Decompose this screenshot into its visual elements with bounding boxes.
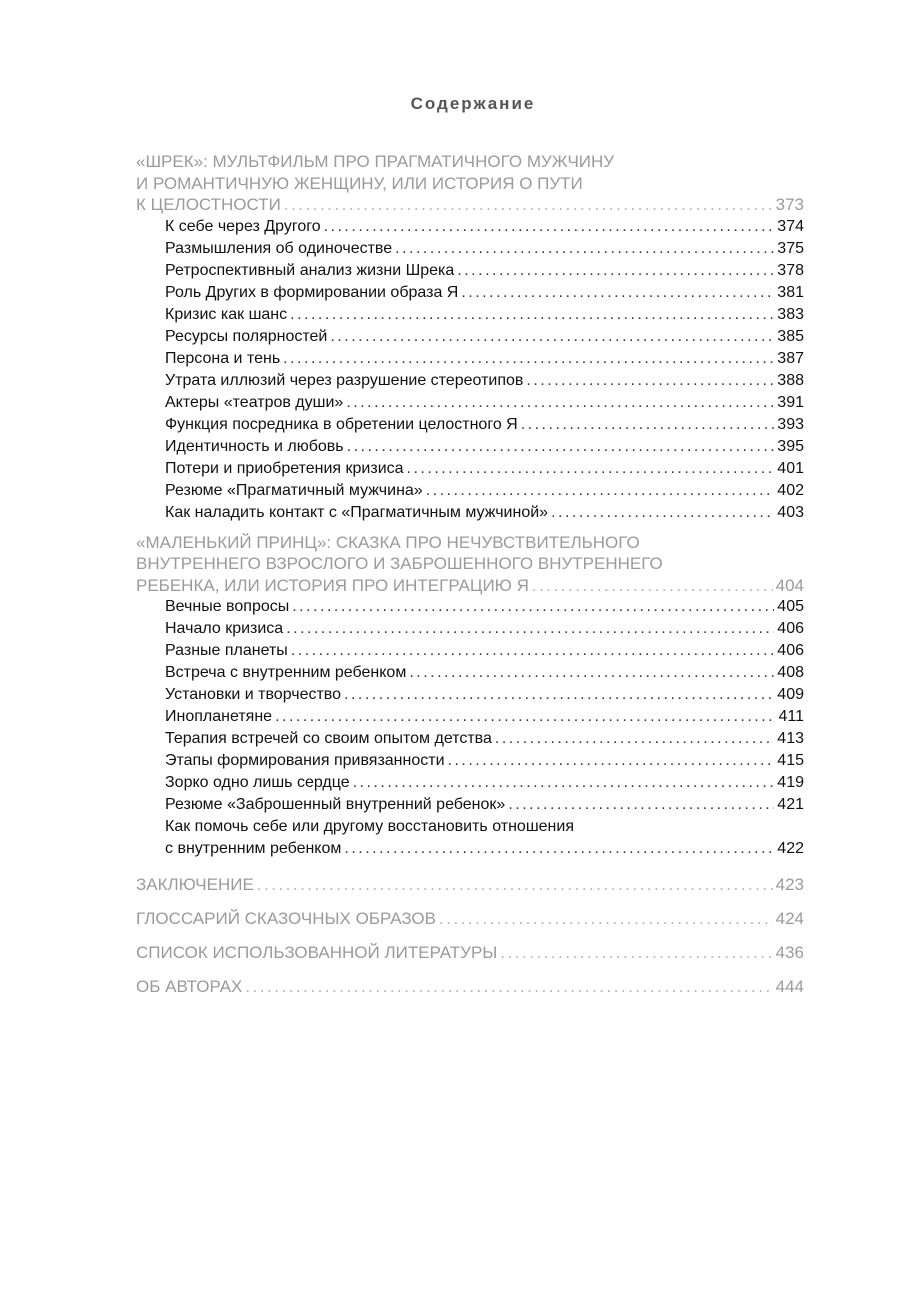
page-number: 378 <box>777 261 804 279</box>
page-number: 387 <box>777 349 804 367</box>
page-number: 375 <box>777 239 804 257</box>
page-number: 381 <box>777 283 804 301</box>
dot-leader <box>395 238 774 260</box>
chapter-entry[interactable] <box>165 216 804 238</box>
chapter-title: Идентичность и любовь <box>165 437 344 455</box>
dot-leader <box>500 942 772 964</box>
dot-leader <box>275 706 775 728</box>
section-title: СПИСОК ИСПОЛЬЗОВАННОЙ ЛИТЕРАТУРЫ <box>136 943 498 962</box>
chapter-title: Разные планеты <box>165 642 288 659</box>
page-number: 423 <box>775 875 804 894</box>
dot-leader <box>330 326 774 348</box>
part-title-line: К ЦЕЛОСТНОСТИ <box>136 195 281 214</box>
page-number: 424 <box>775 909 804 928</box>
dot-leader <box>448 750 775 772</box>
dot-leader <box>257 874 773 896</box>
dot-leader <box>346 392 774 414</box>
page-number: 374 <box>777 217 804 235</box>
page-number: 406 <box>777 620 804 637</box>
chapter-title: Персона и тень <box>165 349 281 367</box>
page-number: 419 <box>777 774 804 791</box>
page-title: Содержание <box>410 94 536 113</box>
chapter-last-line <box>165 838 804 860</box>
chapter-title: Резюме «Прагматичный мужчина» <box>165 481 423 499</box>
chapter-entry[interactable] <box>165 370 804 392</box>
chapter-entry[interactable] <box>165 662 804 684</box>
part-title-line: ВНУТРЕННЕГО ВЗРОСЛОГО И ЗАБРОШЕННОГО ВНУТРЕННЕГО <box>136 554 663 573</box>
page-number: 403 <box>777 503 804 521</box>
chapter-title: Роль Других в формировании образа Я <box>165 283 459 301</box>
dot-leader <box>532 575 773 597</box>
chapter-entry[interactable] <box>165 640 804 662</box>
section-entry[interactable] <box>136 908 804 930</box>
page-number: 393 <box>777 415 804 433</box>
part-title-last-line <box>136 194 804 216</box>
chapter-entry[interactable] <box>165 326 804 348</box>
chapter-entry[interactable] <box>165 794 804 816</box>
dot-leader <box>495 728 774 750</box>
chapter-title: Как наладить контакт с «Прагматичным мужчиной» <box>165 503 549 521</box>
page-number: 406 <box>777 642 804 659</box>
dot-leader <box>344 684 774 706</box>
page-number: 411 <box>778 708 804 725</box>
page-number: 444 <box>775 977 804 996</box>
part-shrek <box>136 151 804 524</box>
chapter-entry[interactable] <box>165 706 804 728</box>
page-number: 391 <box>777 393 804 411</box>
dot-leader <box>291 640 774 662</box>
chapter-title: Размышления об одиночестве <box>165 239 393 257</box>
chapter-title: Ресурсы полярностей <box>165 327 328 345</box>
part-title[interactable] <box>136 151 804 216</box>
chapter-title: Встреча с внутренним ребенком <box>165 664 407 681</box>
dot-leader <box>245 976 772 998</box>
page-number: 413 <box>777 730 804 747</box>
part-little-prince <box>136 532 804 861</box>
chapter-list <box>136 596 804 860</box>
chapter-entry[interactable] <box>165 728 804 750</box>
dot-leader <box>324 216 775 238</box>
part-title-line: РЕБЕНКА, ИЛИ ИСТОРИЯ ПРО ИНТЕГРАЦИЮ Я <box>136 575 529 595</box>
chapter-title: Начало кризиса <box>165 620 284 637</box>
section-entry[interactable] <box>136 942 804 964</box>
chapter-list <box>136 216 804 524</box>
dot-leader <box>521 414 775 436</box>
dot-leader <box>284 194 773 216</box>
chapter-title: с внутренним ребенком <box>165 840 342 857</box>
page-number: 415 <box>777 752 804 769</box>
page-number: 409 <box>777 686 804 703</box>
section-entry[interactable] <box>136 976 804 998</box>
page-number: 421 <box>777 796 804 813</box>
page-number: 422 <box>777 840 804 857</box>
chapter-title: Потери и приобретения кризиса <box>165 459 404 477</box>
dot-leader <box>344 838 774 860</box>
chapter-entry[interactable] <box>165 596 804 618</box>
part-title-line: «МАЛЕНЬКИЙ ПРИНЦ»: СКАЗКА ПРО НЕЧУВСТВИТЕЛЬНОГО <box>136 532 640 552</box>
dot-leader <box>353 772 775 794</box>
chapter-title: Терапия встречей со своим опытом детства <box>165 730 492 747</box>
part-title[interactable] <box>136 532 804 597</box>
chapter-entry[interactable] <box>165 392 804 414</box>
dot-leader <box>461 282 774 304</box>
chapter-entry[interactable] <box>165 436 804 458</box>
page-number: 373 <box>775 195 804 214</box>
page-number: 436 <box>775 943 804 962</box>
page-number: 402 <box>777 481 804 499</box>
chapter-entry[interactable] <box>165 772 804 794</box>
dot-leader <box>409 662 774 684</box>
chapter-title: К себе через Другого <box>165 217 321 235</box>
section-entry[interactable] <box>136 874 804 896</box>
page-number: 401 <box>777 459 804 477</box>
chapter-entry[interactable] <box>165 348 804 370</box>
page-number: 405 <box>777 598 804 615</box>
chapter-entry[interactable] <box>165 238 804 260</box>
dot-leader <box>551 502 774 524</box>
dot-leader <box>457 260 774 282</box>
dot-leader <box>292 596 774 618</box>
dot-leader <box>439 908 773 930</box>
chapter-title: Функция посредника в обретении целостного Я <box>165 415 518 433</box>
dot-leader <box>286 618 774 640</box>
chapter-entry[interactable] <box>165 684 804 706</box>
dot-leader <box>526 370 774 392</box>
dot-leader <box>426 480 775 502</box>
chapter-title: Резюме «Заброшенный внутренний ребенок» <box>165 796 506 813</box>
part-title-last-line <box>136 575 804 597</box>
section-title: ГЛОССАРИЙ СКАЗОЧНЫХ ОБРАЗОВ <box>136 909 436 928</box>
chapter-entry[interactable] <box>165 480 804 502</box>
dot-leader <box>283 348 774 370</box>
page-number: 404 <box>775 575 804 595</box>
page-number: 395 <box>777 437 804 455</box>
chapter-title: Вечные вопросы <box>165 598 290 615</box>
chapter-entry[interactable] <box>165 750 804 772</box>
dot-leader <box>508 794 774 816</box>
chapter-entry[interactable] <box>165 282 804 304</box>
section-title: ОБ АВТОРАХ <box>136 977 243 996</box>
chapter-entry[interactable] <box>165 304 804 326</box>
chapter-title: Зорко одно лишь сердце <box>165 774 350 791</box>
chapter-title: Актеры «театров души» <box>165 393 344 411</box>
chapter-title: Ретроспективный анализ жизни Шрека <box>165 261 455 279</box>
page-number: 388 <box>777 371 804 389</box>
chapter-entry[interactable] <box>165 414 804 436</box>
end-sections <box>136 874 804 998</box>
chapter-entry[interactable] <box>165 502 804 524</box>
chapter-title: Инопланетяне <box>165 708 273 725</box>
dot-leader <box>407 458 775 480</box>
chapter-entry[interactable] <box>165 260 804 282</box>
page-number: 408 <box>777 664 804 681</box>
dot-leader <box>290 304 774 326</box>
chapter-entry[interactable] <box>165 618 804 640</box>
dot-leader <box>347 436 775 458</box>
page-number: 383 <box>777 305 804 323</box>
section-title: ЗАКЛЮЧЕНИЕ <box>136 875 254 894</box>
chapter-title: Кризис как шанс <box>165 305 288 323</box>
chapter-title: Утрата иллюзий через разрушение стереотипов <box>165 371 524 389</box>
chapter-title: Установки и творчество <box>165 686 342 703</box>
chapter-entry[interactable] <box>165 458 804 480</box>
chapter-entry[interactable] <box>165 816 804 860</box>
part-title-line: И РОМАНТИЧНУЮ ЖЕНЩИНУ, ИЛИ ИСТОРИЯ О ПУТИ <box>136 173 583 193</box>
table-of-contents <box>136 151 804 1010</box>
chapter-title: Этапы формирования привязанности <box>165 752 445 769</box>
page-number: 385 <box>777 327 804 345</box>
chapter-title: Как помочь себе или другому восстановить отношения <box>165 818 574 835</box>
part-title-line: «ШРЕК»: МУЛЬТФИЛЬМ ПРО ПРАГМАТИЧНОГО МУЖЧИНУ <box>136 152 615 171</box>
